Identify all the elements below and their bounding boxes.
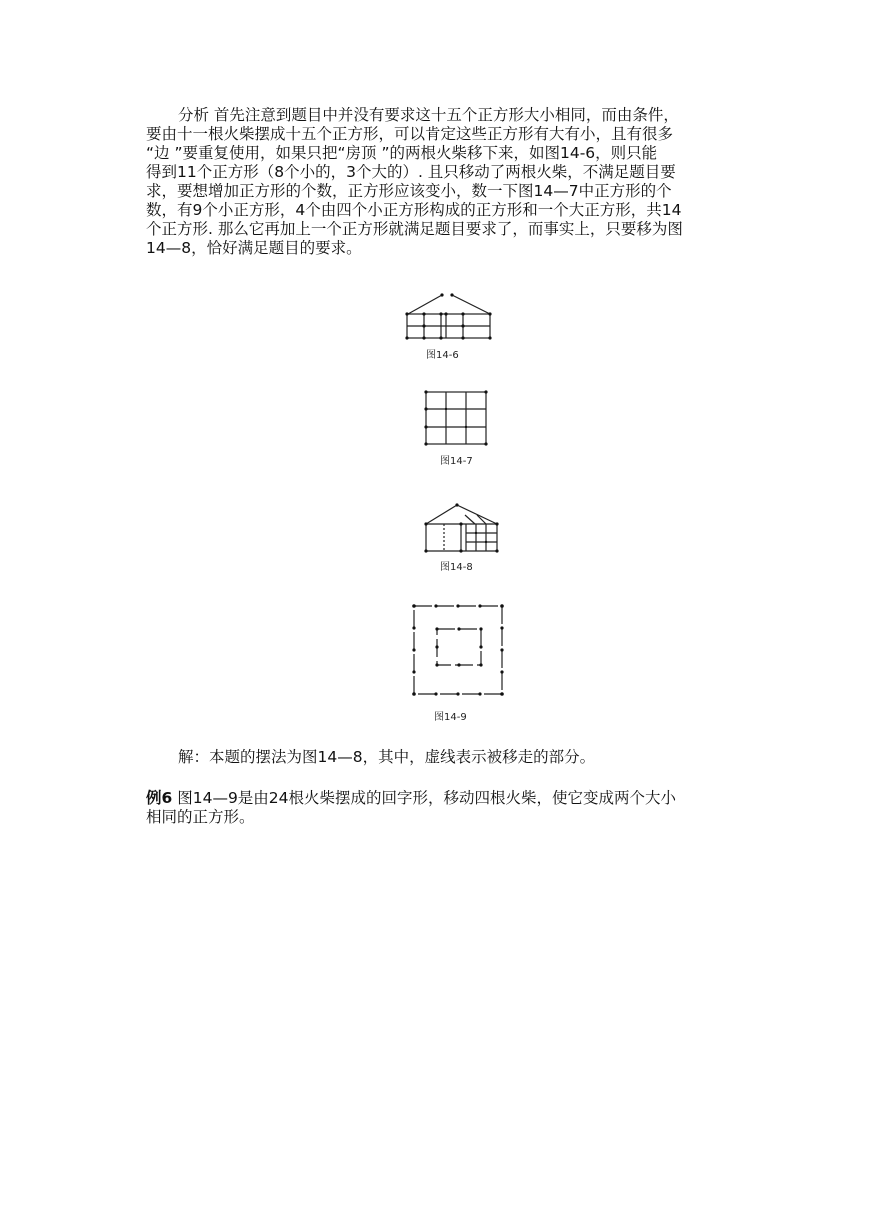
figure-14-6-matchstick-diagram xyxy=(400,290,500,346)
analysis-paragraph xyxy=(146,106,756,258)
figure-14-7-matchstick-grid xyxy=(420,388,490,448)
figure-14-9-caption: 图14-9 xyxy=(434,712,467,723)
example-line-1 xyxy=(146,789,756,808)
solution-text: 解：本题的摆法为图14—8，其中，虚线表示被移走的部分。 xyxy=(178,748,596,766)
analysis-line: “边 ”要重复使用，如果只把“房顶 ”的两根火柴移下来，如图14-6，则只能 xyxy=(146,144,658,162)
analysis-line: 得到11个正方形（8个小的，3个大的）. 且只移动了两根火柴，不满足题目要 xyxy=(146,163,676,181)
example-text-1: 图14—9是由24根火柴摆成的回字形，移动四根火柴，使它变成两个大小 xyxy=(172,789,677,807)
example-line-2: 相同的正方形。 xyxy=(146,808,255,826)
figure-14-6-caption: 图14-6 xyxy=(426,350,459,361)
figure-14-8-matchstick-diagram xyxy=(420,500,504,556)
analysis-line: 要由十一根火柴摆成十五个正方形，可以肯定这些正方形有大有小，且有很多 xyxy=(146,125,674,143)
analysis-line: 个正方形. 那么它再加上一个正方形就满足题目要求了，而事实上，只要移为图 xyxy=(146,220,683,238)
figure-14-9-nested-squares xyxy=(406,598,510,702)
solution-paragraph xyxy=(146,748,756,767)
analysis-line: 数，有9个小正方形，4个由四个小正方形构成的正方形和一个大正方形，共14 xyxy=(146,201,682,219)
example-paragraph xyxy=(146,789,756,827)
analysis-line: 分析 首先注意到题目中并没有要求这十五个正方形大小相同，而由条件， xyxy=(178,106,679,124)
example-label: 例6 xyxy=(146,789,173,807)
figure-14-7-caption: 图14-7 xyxy=(440,456,473,467)
analysis-line: 求，要想增加正方形的个数，正方形应该变小，数一下图14—7中正方形的个 xyxy=(146,182,672,200)
figure-14-8-caption: 图14-8 xyxy=(440,562,473,573)
analysis-line: 14—8，恰好满足题目的要求。 xyxy=(146,239,362,257)
